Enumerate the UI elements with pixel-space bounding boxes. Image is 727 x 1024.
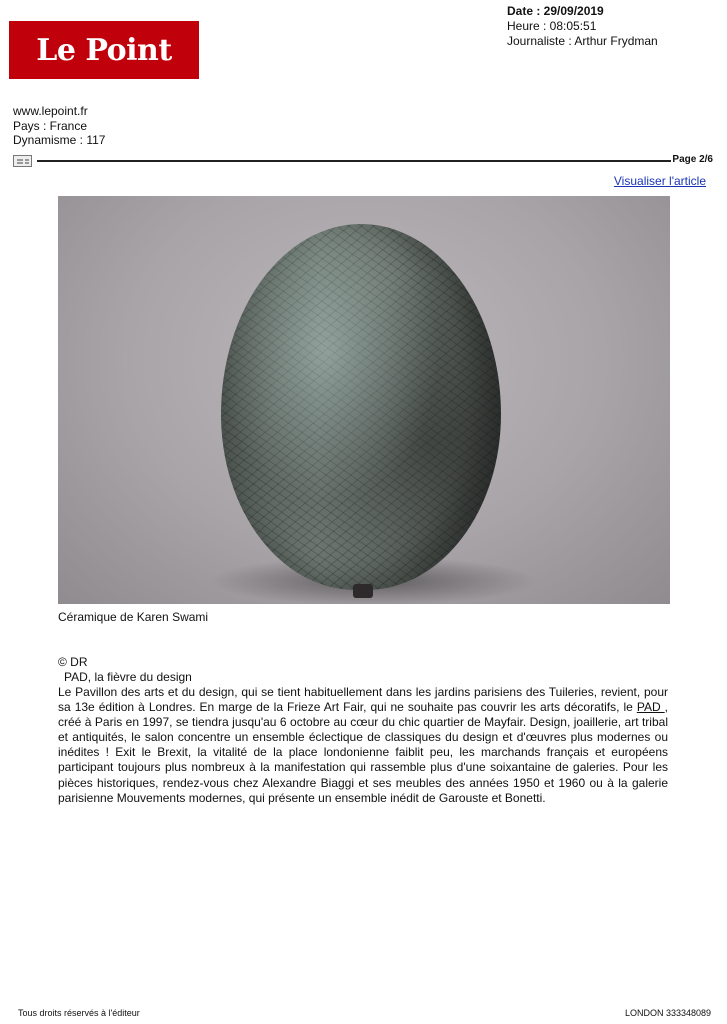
le-point-logo (9, 21, 199, 79)
dynamism-label: Dynamisme : 117 (13, 133, 106, 147)
journalist-label: Journaliste : Arthur Frydman (507, 34, 658, 48)
view-article-link[interactable]: Visualiser l'article (613, 174, 706, 188)
photo-caption: Céramique de Karen Swami (58, 610, 209, 624)
country-label: Pays : France (13, 118, 88, 133)
ceramic-photo (58, 196, 670, 604)
rights-notice: Tous droits réservés à l'éditeur (18, 1008, 140, 1018)
page-number: Page 2/6 (672, 154, 713, 165)
credit-block (58, 655, 192, 685)
source-metadata (13, 104, 105, 148)
vase-foot (353, 584, 373, 598)
logo-text: Le Point (36, 32, 172, 68)
article-text-1: Le Pavillon des arts et du design, qui se tient habituellement dans les jardins parisiens des Tuileries, revient, pour sa 13e édition à Londres. En marge de la Frieze Art Fair, qui ne souhaite pas couvrir les arts décoratifs, le (58, 685, 668, 715)
ceramic-vase (221, 224, 501, 590)
document-icon (13, 155, 32, 167)
site-url: www.lepoint.fr (13, 104, 88, 118)
pad-link[interactable]: PAD (636, 700, 665, 715)
photo-credit: © DR (58, 655, 88, 669)
divider (37, 160, 671, 162)
article-text-2: , créé à Paris en 1997, se tiendra jusqu'au 6 octobre au cœur du chic quartier de Mayfair. Design, joaillerie, art tribal et antiquités, le salon concentre un ensemble éclectique de classiques du design et d'œuvres plus modernes ou inédites ! Exit le Brexit, la vitalité de la place londonienne faiblit peu, les marchands français et européens participant toujours plus nombreux à la manifestation qui rassemble plus d'une soixantaine de galeries. Pour les pièces historiques, rendez-vous chez Alexandre Biaggi et ses meubles des années 1950 et 1960 ou à la galerie parisienne Mouvements modernes, qui présente un ensemble inédit de Garouste et Bonetti. (58, 700, 668, 805)
document-reference: LONDON 333348089 (624, 1008, 711, 1018)
time-label: Heure : 08:05:51 (507, 19, 597, 33)
press-metadata (507, 4, 658, 49)
date-label: Date : 29/09/2019 (507, 4, 604, 18)
article-body (58, 685, 668, 806)
article-title: PAD, la fièvre du design (64, 670, 192, 684)
page-header-rule (13, 153, 713, 171)
